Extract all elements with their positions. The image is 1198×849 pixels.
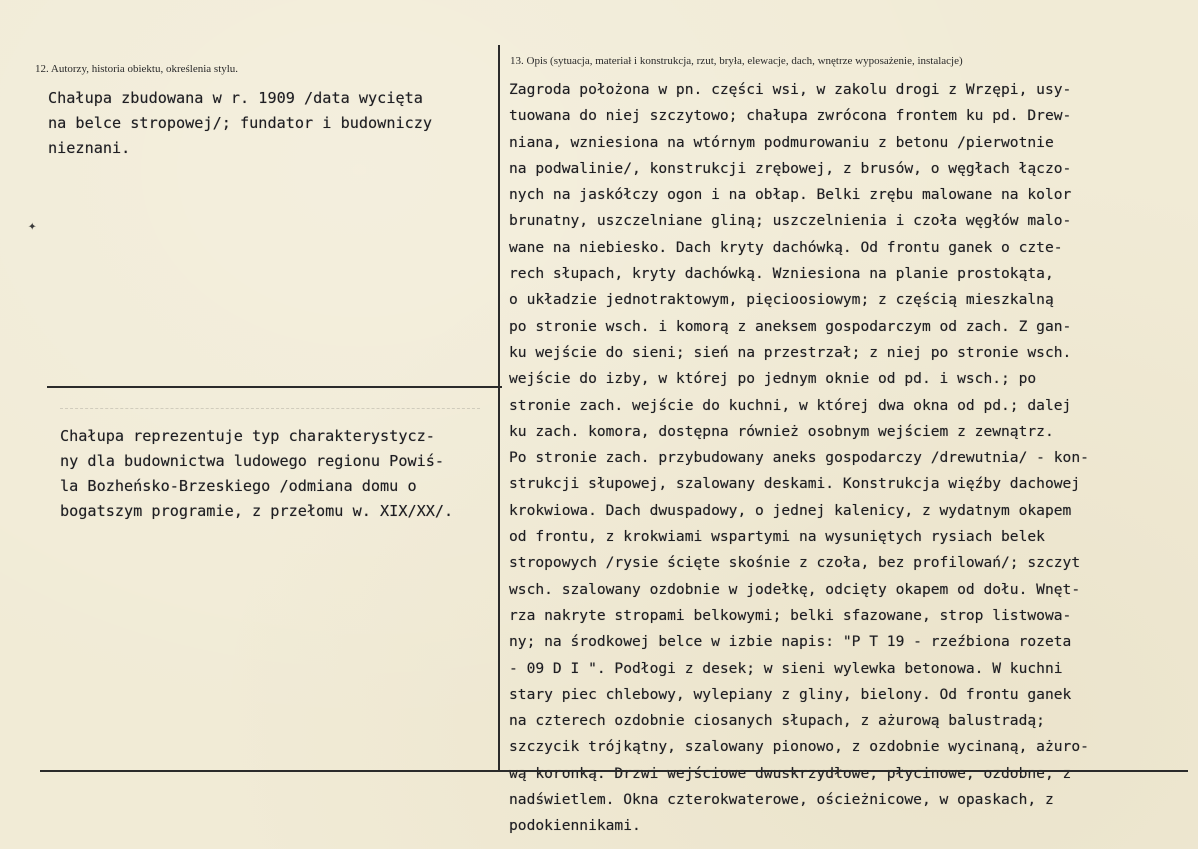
section-13-header: 13. Opis (sytuacja, materiał i konstrukcja, rzut, bryła, elewacje, dach, wnętrze wyposażenie, instalacje) — [510, 55, 963, 67]
bottom-rule — [40, 770, 1188, 772]
authors-history-text: Chałupa zbudowana w r. 1909 /data wycięta na belce stropowej/; fundator i budowniczy nieznani. — [48, 89, 433, 157]
section-12-header: 12. Autorzy, historia obiektu, określenia stylu. — [35, 63, 239, 75]
ink-mark: ✦ — [28, 218, 37, 234]
style-description-text: Chałupa reprezentuje typ charakterystycz- ny dla budownictwa ludowego regionu Powiś- la Bozheńsko-Brzeskiego /odmiana domu o bogatszym programie, z przełomu w. XIX/XX/. — [60, 427, 454, 520]
left-section-divider — [47, 386, 502, 388]
column-divider — [498, 45, 500, 771]
object-description-text: Zagroda położona w pn. części wsi, w zakolu drogi z Wrzępi, usy- tuowana do niej szczytowo; chałupa zwrócona frontem ku pd. Drew- niana, wzniesiona na wtórnym podmurowaniu z betonu /pierwotnie na podwalinie/, konstrukcji zrębowej, z brusów, o węgłach łączo- nych na jaskółczy ogon i na obłap. Belki zrębu malowane na kolor brunatny, uszczelniane gliną; uszczelnienia i czoła węgłów malo- wane na niebiesko. Dach kryty dachówką. Od frontu ganek o czte- rech słupach, kryty dachówką. Wzniesiona na planie prostokąta, o układzie jednotraktowym, pięcioosiowym; z częścią mieszkalną po stronie wsch. i komorą z aneksem gospodarczym od zach. Z gan- ku wejście do sieni; sień na przestrzał; z niej po stronie wsch. wejście do izby, w której po jednym oknie od pd. i wsch.; po stronie zach. wejście do kuchni, w której dwa okna od pd.; dalej ku zach. komora, dostępna również osobnym wejściem z zewnątrz. Po stronie zach. przybudowany aneks gospodarczy /drewutnia/ - kon- strukcji słupowej, szalowany deskami. Konstrukcja więźby dachowej krokwiowa. Dach dwuspadowy, o jednej kalenicy, z wydatnym okapem od frontu, z krokwiami wspartymi na wysuniętych rysiach belek stropowych /rysie ścięte skośnie z czoła, bez profilowań/; szczyt wsch. szalowany ozdobnie w jodełkę, odcięty okapem od dołu. Wnęt- rza nakryte stropami belkowymi; belki sfazowane, strop listwowa- ny; na środkowej belce w izbie napis: "P T 19 - rzeźbiona rozeta - 09 D I ". Podłogi z desek; w sieni wylewka betonowa. W kuchni stary piec chlebowy, wylepiany z gliny, bielony. Od frontu ganek na czterech ozdobnie ciosanych słupach, z ażurową balustradą; szczycik trójkątny, szalowany pionowo, z ozdobnie wycinaną, ażuro- wą koronką. Drzwi wejściowe dwuskrzydłowe, płycinowe, ozdobne, z nadświetlem. Okna czterokwaterowe, ościeżnicowe, w opaskach, z podokiennikami. — [509, 81, 1089, 835]
faint-ruling — [60, 408, 480, 409]
